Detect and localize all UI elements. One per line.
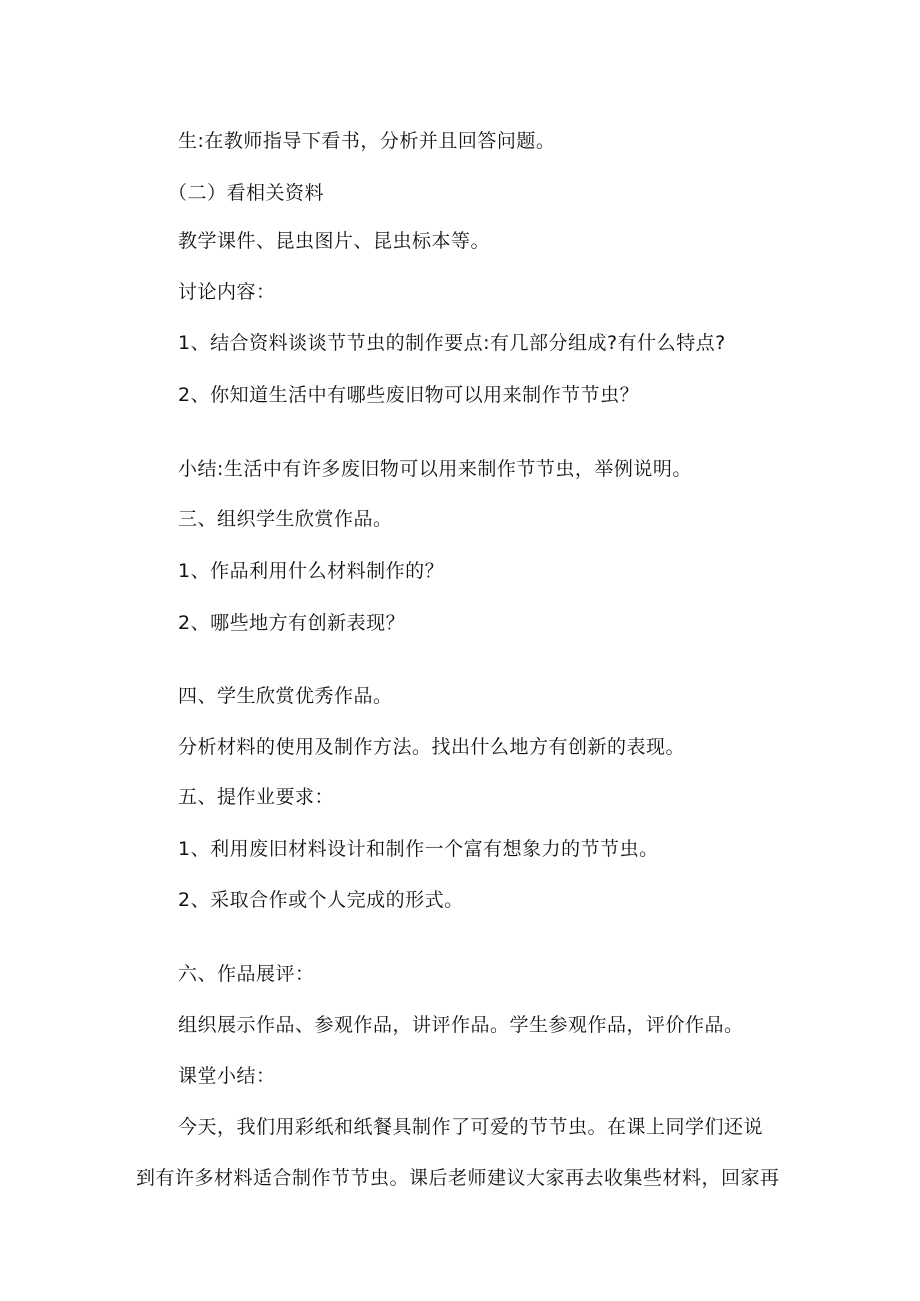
text-line-section-6-heading: 六、作品展评： — [178, 963, 315, 985]
text-line-section-4-heading: 四、学生欣赏优秀作品。 — [178, 685, 393, 707]
text-line-discussion-1: 1、结合资料谈谈节节虫的制作要点:有几部分组成?有什么特点? — [178, 332, 726, 354]
text-line-class-summary-body-2: 到有许多材料适合制作节节虫。课后老师建议大家再去收集些材料，回家再 — [136, 1167, 780, 1189]
text-line-section-5-item-2: 2、采取合作或个人完成的形式。 — [178, 889, 464, 911]
text-line-section-6-body: 组织展示作品、参观作品，讲评作品。学生参观作品，评价作品。 — [178, 1014, 744, 1036]
text-line-section-4-body: 分析材料的使用及制作方法。找出什么地方有创新的表现。 — [178, 736, 686, 758]
text-line-section-3-item-1: 1、作品利用什么材料制作的？ — [178, 560, 445, 582]
text-line-summary: 小结:生活中有许多废旧物可以用来制作节节虫，举例说明。 — [178, 458, 692, 480]
text-line-class-summary-heading: 课堂小结： — [178, 1065, 276, 1087]
text-line-section-5-item-1: 1、利用废旧材料设计和制作一个富有想象力的节节虫。 — [178, 838, 659, 860]
text-line-section-5-heading: 五、提作业要求： — [178, 786, 335, 808]
text-line-student-reading: 生:在教师指导下看书，分析并且回答问题。 — [178, 130, 556, 152]
text-line-section-3-item-2: 2、哪些地方有创新表现？ — [178, 612, 406, 634]
text-line-discussion-heading: 讨论内容： — [178, 281, 276, 303]
text-line-section-2-heading: （二）看相关资料 — [168, 182, 325, 204]
text-line-materials: 教学课件、昆虫图片、昆虫标本等。 — [178, 230, 491, 252]
text-line-class-summary-body-1: 今天，我们用彩纸和纸餐具制作了可爱的节节虫。在课上同学们还说 — [178, 1116, 764, 1138]
text-line-discussion-2: 2、你知道生活中有哪些废旧物可以用来制作节节虫？ — [178, 384, 640, 406]
text-line-section-3-heading: 三、组织学生欣赏作品。 — [178, 508, 393, 530]
